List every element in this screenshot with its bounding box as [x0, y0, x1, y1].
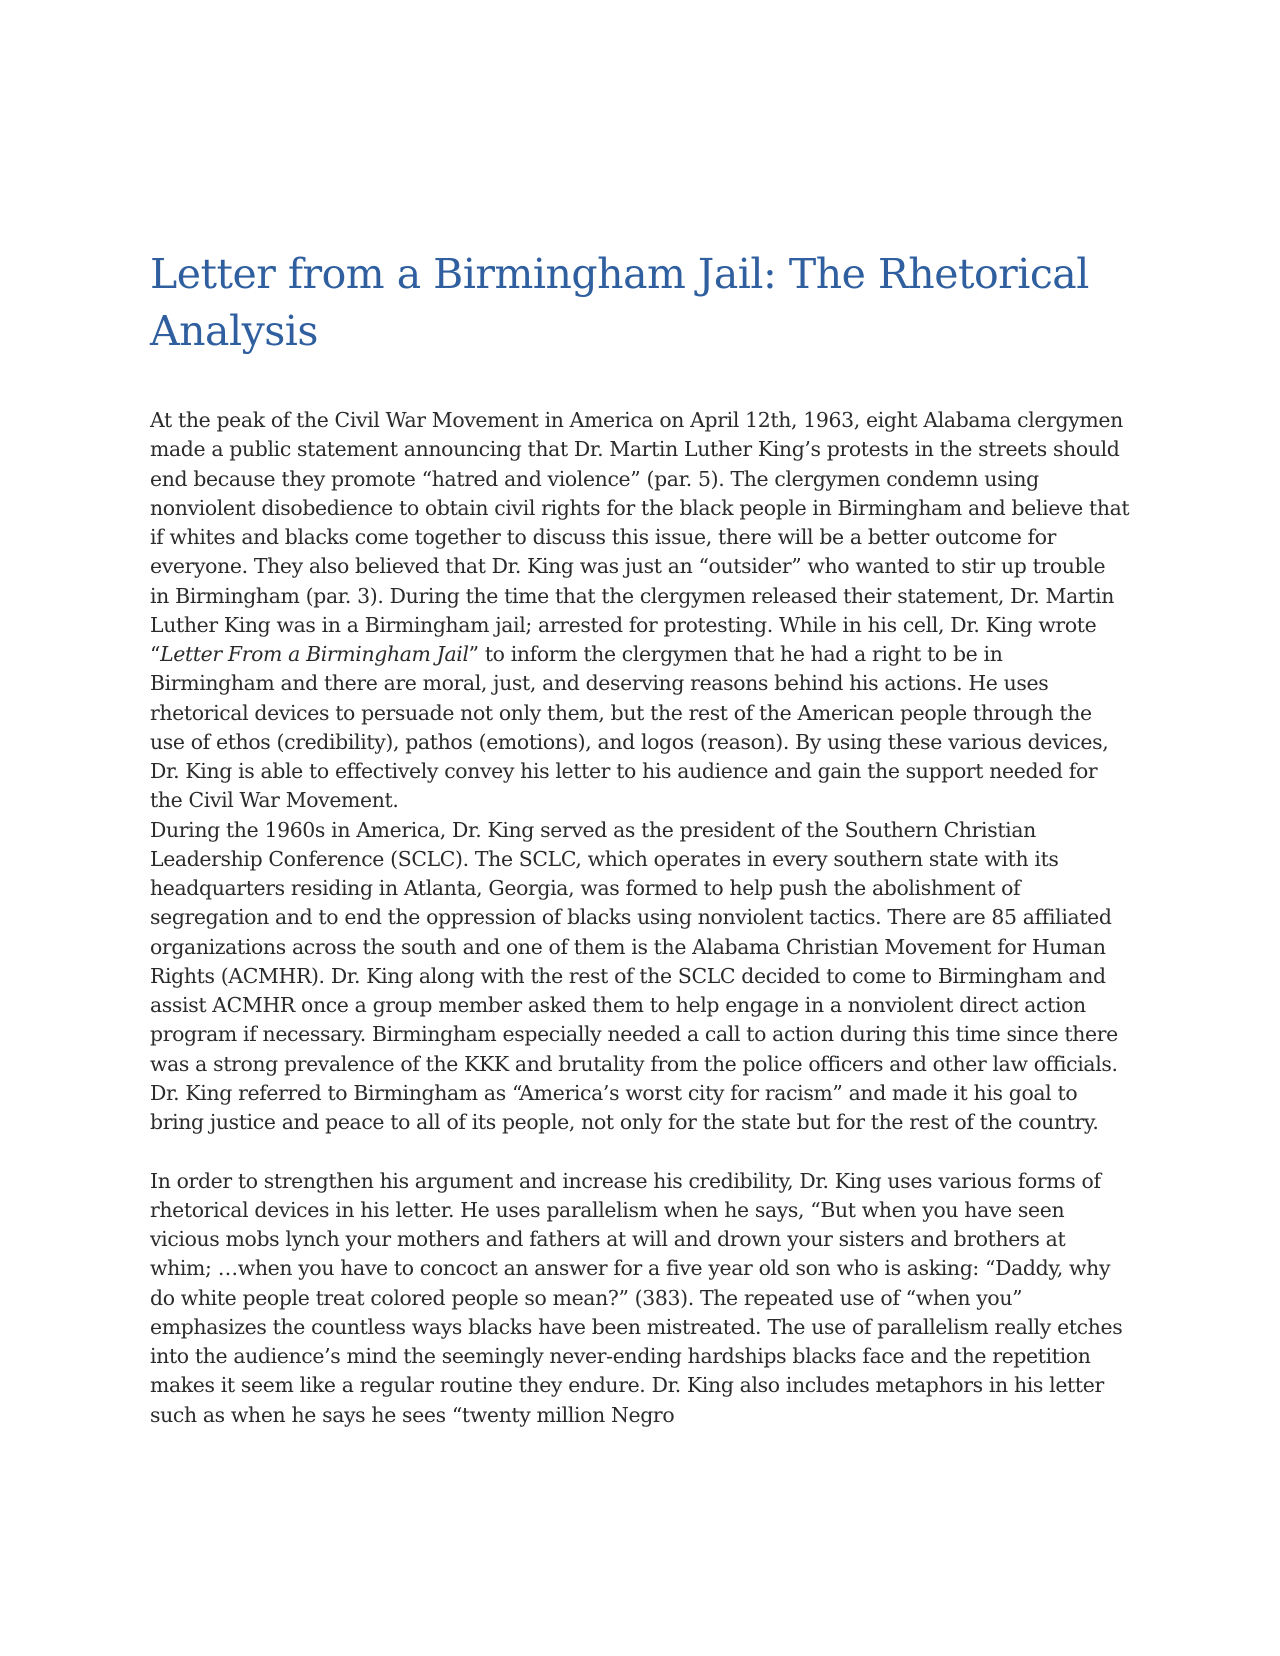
paragraph-text: At the peak of the Civil War Movement in America on April 12th, 1963, eight Alabama clergymen made a public statement announcing that Dr. Martin Luther King’s protests in the streets should end because they promote “hatred and violence” (par. 5). The clergymen condemn using nonviolent disobedience to obtain civil rights for the black people in Birmingham and believe that if whites and blacks come together to discuss this issue, there will be a better outcome for everyone. They also believed that Dr. King was just an “outsider” who wanted to stir up trouble in Birmingham (par. 3). During the time that the clergymen released their statement, Dr. Martin Luther King was in a Birmingham jail; arrested for protesting. While in his cell, Dr. King wrote “ [150, 408, 1130, 666]
paragraph-spacer [150, 1137, 1130, 1166]
paragraph-rhetorical-devices: In order to strengthen his argument and increase his credibility, Dr. King uses various forms of rhetorical devices in his letter. He uses parallelism when he says, “But when you have seen vicious mobs lynch your mothers and fathers at will and drown your sisters and brothers at whim; …when you have to concoct an answer for a five year old son who is asking: “Daddy, why do white people treat colored people so mean?” (383). The repeated use of “when you” emphasizes the countless ways blacks have been mistreated. The use of parallelism really etches into the audience’s mind the seemingly never-ending hardships blacks face and the repetition makes it seem like a regular routine they endure. Dr. King also includes metaphors in his letter such as when he says he sees “twenty million Negro [150, 1168, 1123, 1427]
document-body [150, 406, 1130, 1430]
paragraph-text: ” to inform the clergymen that he had a right to be in Birmingham and there are moral, just, and deserving reasons behind his actions. He uses rhetorical devices to persuade not only them, but the rest of the American people through the use of ethos (credibility), pathos (emotions), and logos (reason). By using these various devices, Dr. King is able to effectively convey his letter to his audience and gain the support needed for the Civil War Movement. [150, 642, 1109, 813]
paragraph-background: During the 1960s in America, Dr. King served as the president of the Southern Christian Leadership Conference (SCLC). The SCLC, which operates in every southern state with its headquarters residing in Atlanta, Georgia, was formed to help push the abolishment of segregation and to end the oppression of blacks using nonviolent tactics. There are 85 affiliated organizations across the south and one of them is the Alabama Christian Movement for Human Rights (ACMHR). Dr. King along with the rest of the SCLC decided to come to Birmingham and assist ACMHR once a group member asked them to help engage in a nonviolent direct action program if necessary. Birmingham especially needed a call to action during this time since there was a strong prevalence of the KKK and brutality from the police officers and other law officials. Dr. King referred to Birmingham as “America’s worst city for racism” and made it his goal to bring justice and peace to all of its people, not only for the state but for the rest of the country. [150, 817, 1118, 1134]
document-title: Letter from a Birmingham Jail: The Rhetorical Analysis [150, 250, 1089, 355]
italic-letter-title: Letter From a Birmingham Jail [160, 642, 469, 666]
paragraph-introduction [150, 406, 1130, 816]
